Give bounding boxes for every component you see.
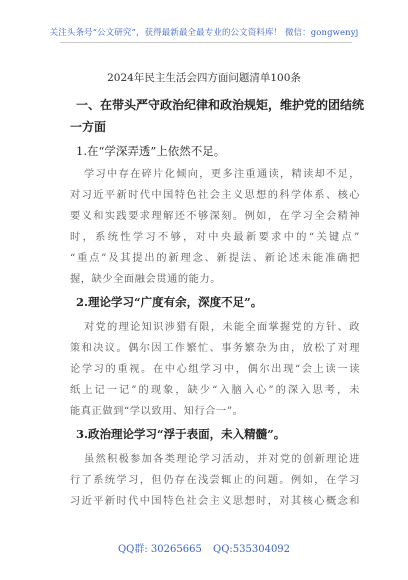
item1-line: 握，缺少全面融会贯通的能力。: [70, 274, 222, 285]
footer-contact: [0, 540, 408, 555]
section-heading-line1: 一、在带头严守政治纪律和政治规矩，维护党的团结统: [76, 98, 365, 112]
item1-line: 学习中存在碎片化倾向，更多注重通读，精读却不足，: [84, 169, 360, 180]
item2-line: 能真正做到“学以致用、知行合一”。: [70, 406, 244, 417]
item2-line: 策和决议。偶尔因工作繁忙、事务繁杂为由，放松了对理: [70, 343, 360, 354]
footer-qq: QQ:535304092: [213, 544, 291, 555]
item2-heading: 2.理论学习“广度有余，深度不足”。: [76, 295, 263, 309]
item1-line: 对习近平新时代中国特色社会主义思想的科学体系、核心: [70, 190, 360, 201]
header-divider: [60, 42, 352, 43]
item3-heading: 3.政治理论学习“浮于表面，未入精髓”。: [76, 427, 286, 441]
item1-line: 时，系统性学习不够，对中央最新要求中的“关键点”: [70, 232, 360, 243]
item3-line: 虽然积极参加各类理论学习活动，并对党的创新理论进: [84, 454, 360, 465]
section-heading-line2: 一方面: [70, 120, 107, 134]
item3-line: 习近平新时代中国特色社会主义思想时，对其核心概念和: [70, 496, 360, 507]
header-banner: 关注头条号“公文研究”，获得最新最全最专业的公文资料库！ 微信：gongwenyj: [49, 28, 359, 38]
document-title: 2024年民主生活会四方面问题清单100条: [107, 72, 301, 84]
item2-line: 对党的理论知识涉猎有限，未能全面掌握党的方针、政: [84, 322, 360, 333]
item1-heading: 1.在“学深弄透”上依然不足。: [76, 144, 226, 158]
item3-line: 行了系统学习，但仍存在浅尝辄止的问题。例如，在学习: [70, 475, 360, 486]
item2-line: 论学习的重视。在中心组学习中，偶尔出现“会上读一读: [70, 364, 360, 375]
item1-line: “重点”及其提出的新理念、新提法、新论述未能准确把: [70, 253, 360, 264]
footer-qq-group: QQ群: 30265665: [117, 544, 202, 555]
item1-line: 要义和实践要求理解还不够深刻。例如，在学习全会精神: [70, 211, 360, 222]
item2-line: 纸上记一记”的现象，缺少“入脑入心”的深入思考，未: [70, 385, 360, 396]
